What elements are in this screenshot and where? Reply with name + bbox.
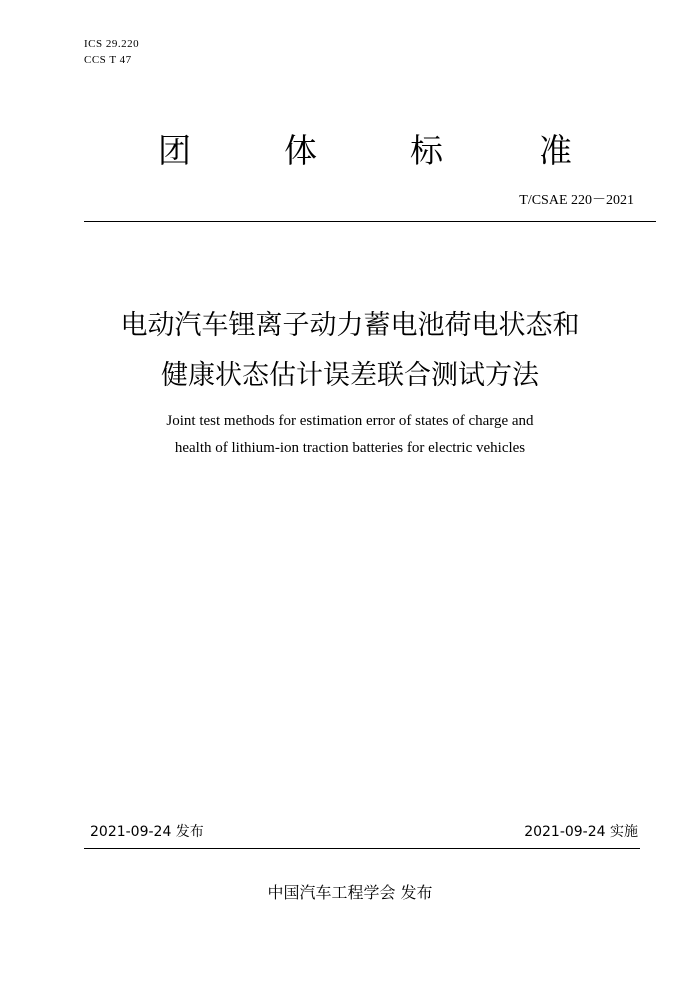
publish-date: 2021-09-24 发布 [90, 824, 204, 840]
bottom-divider [84, 848, 640, 849]
standard-type-char-3: 标 [410, 131, 443, 170]
english-title-line-2: health of lithium-ion traction batteries for electric vehicles [174, 440, 526, 456]
standard-number: T/CSAE 220－2021 [519, 193, 634, 208]
standard-type-char-4: 准 [539, 131, 572, 170]
publisher: 中国汽车工程学会 发布 [267, 883, 433, 902]
standard-type-heading [84, 128, 656, 174]
top-divider [84, 221, 656, 222]
chinese-title-line-2: 健康状态估计误差联合测试方法 [161, 360, 539, 391]
classification-codes [84, 36, 139, 68]
standard-type-char-1: 团 [158, 131, 191, 170]
ics-code: ICS 29.220 [84, 38, 140, 50]
ccs-code: CCS T 47 [84, 54, 132, 66]
standard-type-char-2: 体 [284, 131, 317, 170]
implement-date: 2021-09-24 实施 [524, 824, 638, 840]
english-title-line-1: Joint test methods for estimation error of states of charge and [166, 413, 534, 429]
chinese-title-line-1: 电动汽车锂离子动力蓄电池荷电状态和 [120, 310, 580, 341]
